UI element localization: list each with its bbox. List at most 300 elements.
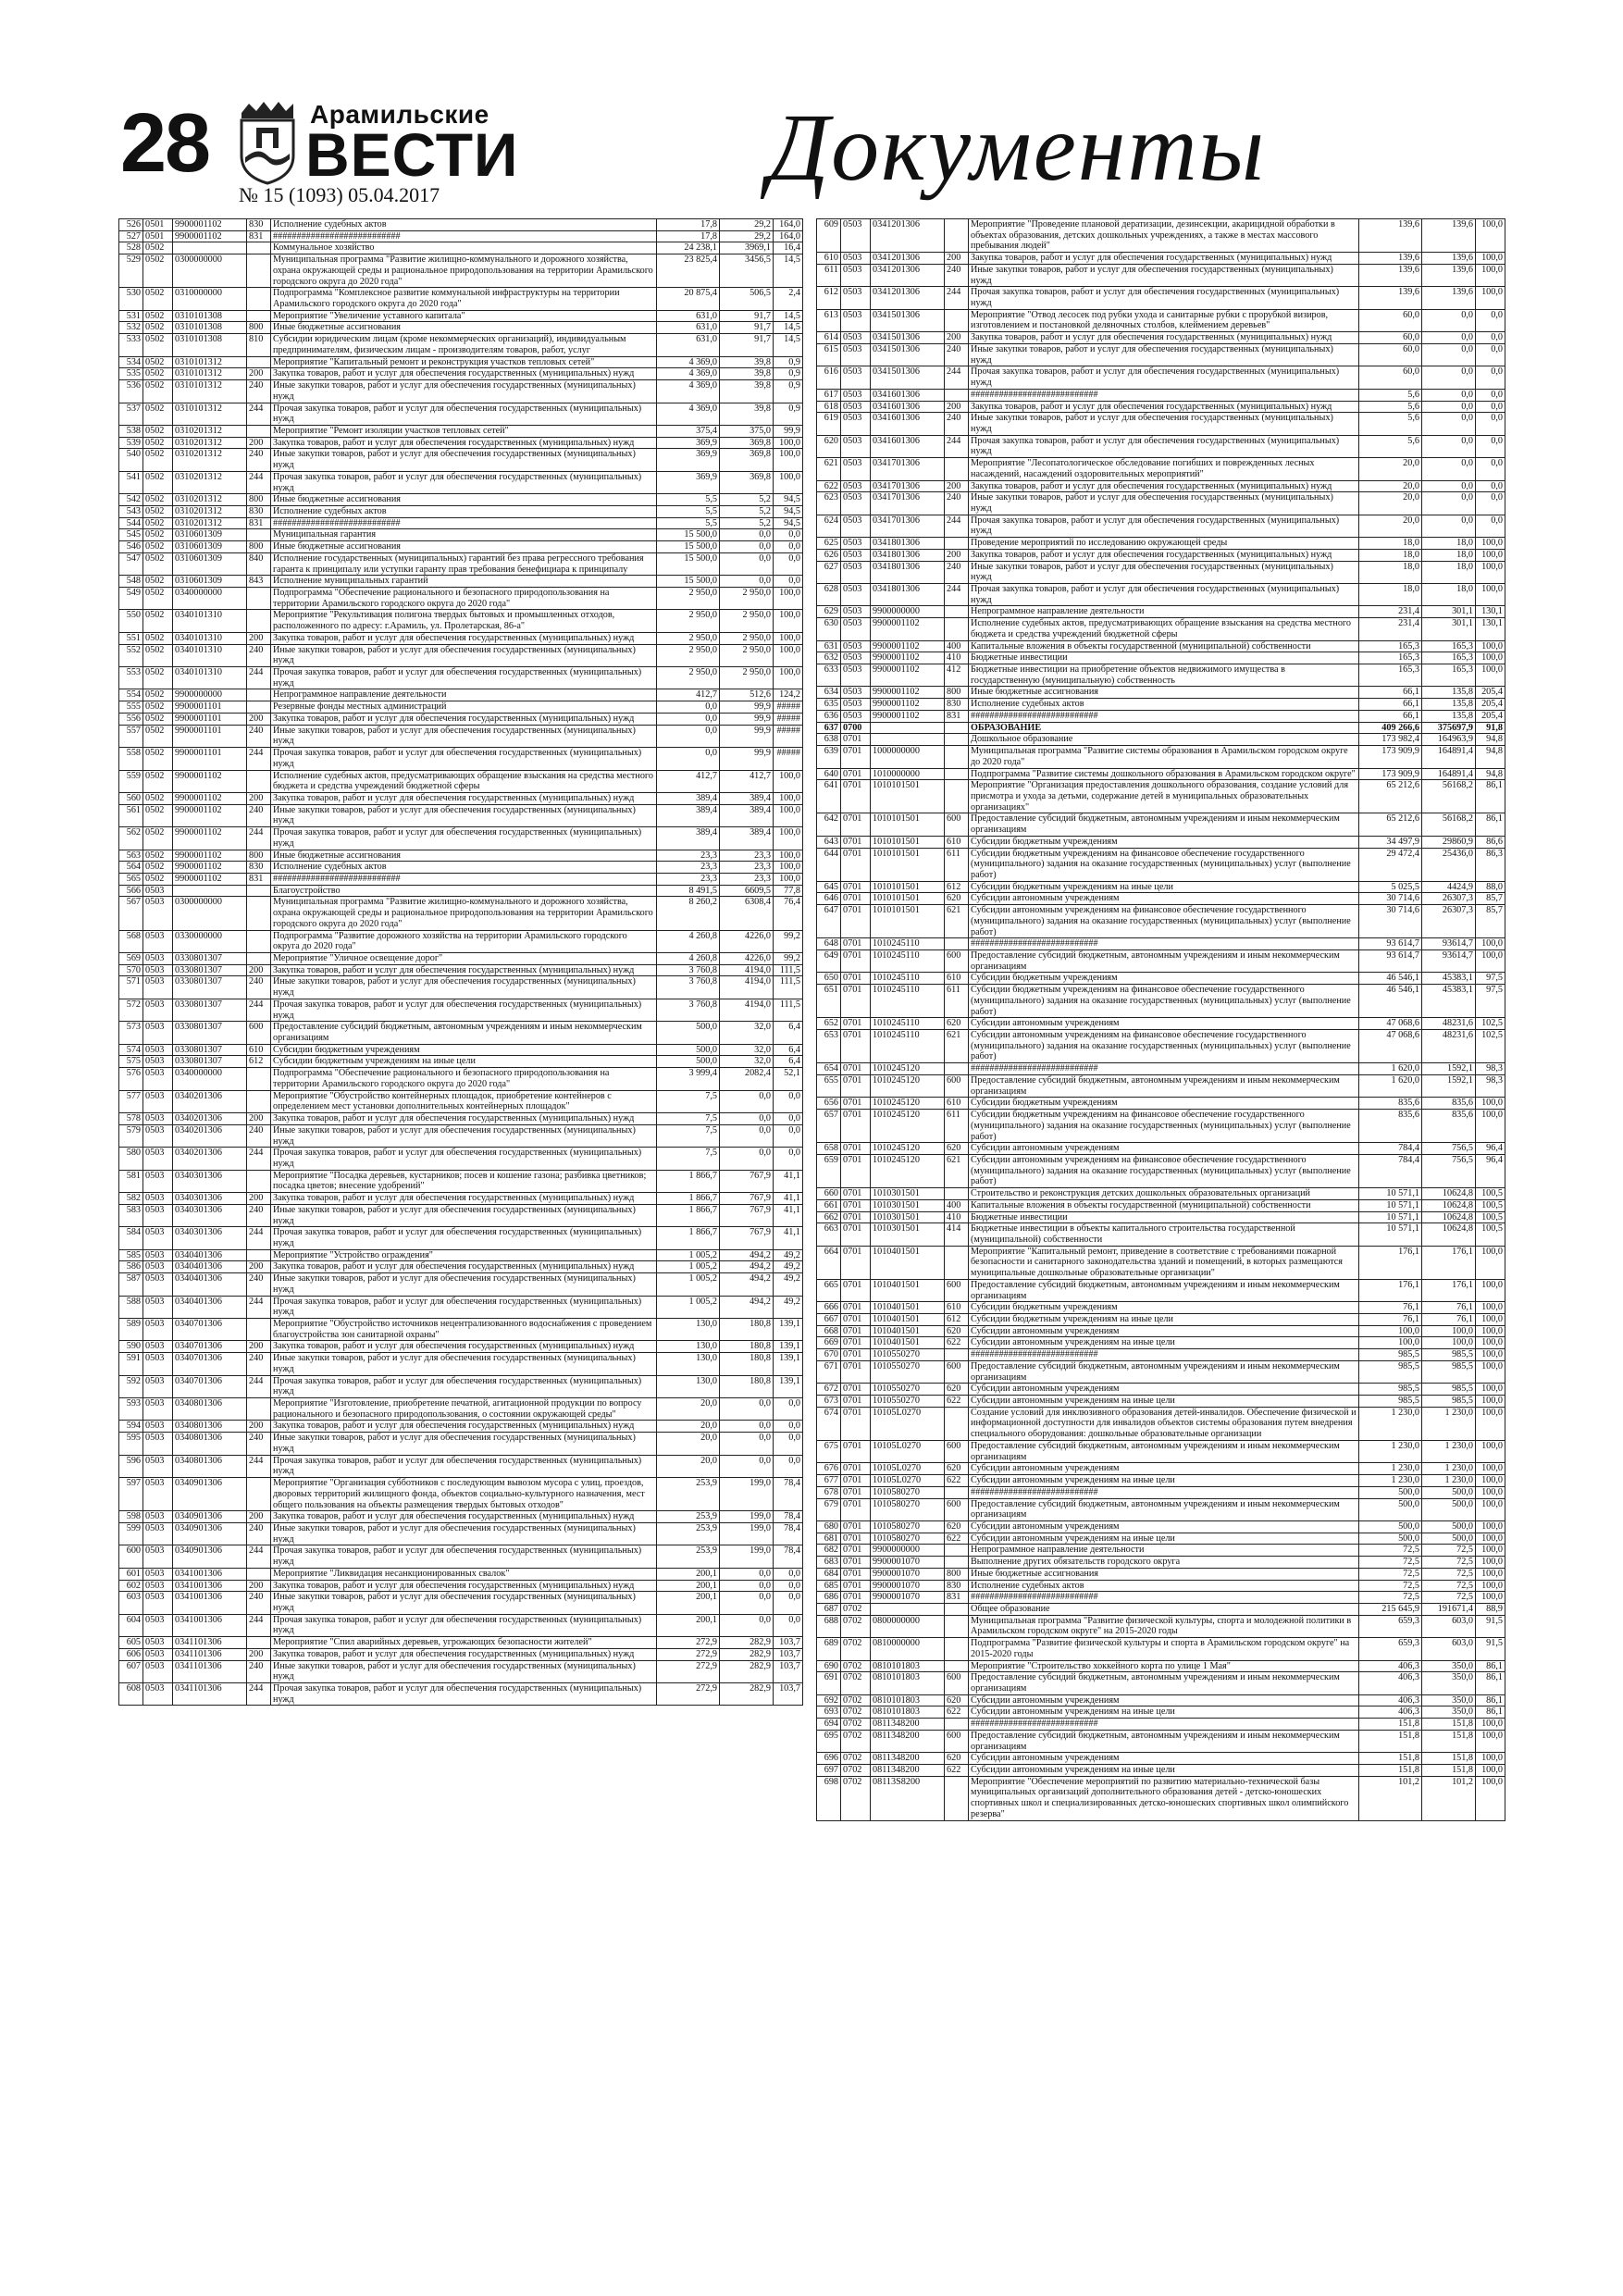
- target-article-code: 0340101310: [173, 632, 247, 644]
- target-article-code: 1010580270: [871, 1486, 945, 1498]
- row-number: 650: [817, 973, 841, 985]
- row-number: 599: [119, 1522, 143, 1545]
- execution-percent: 0,0: [774, 1568, 803, 1580]
- executed-amount: 180,8: [720, 1341, 774, 1353]
- execution-percent: 100,0: [774, 827, 803, 850]
- row-number: 632: [817, 652, 841, 664]
- table-row: [817, 664, 1505, 687]
- target-article-code: 9900001070: [871, 1580, 945, 1592]
- expense-description: Предоставление субсидий бюджетным, автономным учреждениям и иным некоммерческим организациям: [969, 950, 1359, 973]
- planned-amount: 72,5: [1359, 1557, 1422, 1569]
- execution-percent: 100,0: [1476, 1520, 1505, 1533]
- section-code: 0502: [143, 873, 173, 885]
- expense-description: Субсидии бюджетным учреждениям на иные цели: [271, 1056, 657, 1068]
- table-row: [817, 389, 1505, 401]
- table-row: [817, 780, 1505, 813]
- execution-percent: 139,1: [774, 1341, 803, 1353]
- planned-amount: 3 760,8: [657, 999, 720, 1021]
- target-article-code: 1010101501: [871, 893, 945, 905]
- row-number: 666: [817, 1302, 841, 1314]
- table-row: [119, 505, 803, 517]
- row-number: 630: [817, 618, 841, 640]
- table-row: [817, 1592, 1505, 1604]
- row-number: 685: [817, 1580, 841, 1592]
- expense-type-code: 240: [247, 804, 271, 826]
- section-code: 0702: [841, 1776, 871, 1820]
- executed-amount: 282,9: [720, 1683, 774, 1706]
- executed-amount: 350,0: [1422, 1660, 1476, 1672]
- section-code: 0502: [143, 725, 173, 747]
- budget-table-left-body: [119, 219, 803, 1706]
- expense-type-code: 240: [247, 1273, 271, 1296]
- expense-description: Субсидии автономным учреждениям на финансовое обеспечение государственного (муниципального) задания на оказание государственных (муниципальных) услуг (выполнение работ): [969, 1154, 1359, 1187]
- table-row: [817, 734, 1505, 746]
- executed-amount: 39,8: [720, 368, 774, 380]
- expense-type-code: 620: [945, 1753, 969, 1765]
- execution-percent: 100,0: [774, 804, 803, 826]
- row-number: 660: [817, 1188, 841, 1200]
- section-code: 0503: [841, 652, 871, 664]
- execution-percent: 14,5: [774, 254, 803, 288]
- table-row: [817, 1694, 1505, 1706]
- row-number: 528: [119, 242, 143, 254]
- section-code: 0503: [143, 1455, 173, 1477]
- row-number: 634: [817, 687, 841, 699]
- target-article-code: 9900001102: [173, 792, 247, 804]
- executed-amount: 32,0: [720, 1044, 774, 1056]
- table-row: [817, 1580, 1505, 1592]
- planned-amount: 1 230,0: [1359, 1440, 1422, 1462]
- executed-amount: 6609,5: [720, 885, 774, 897]
- section-code: 0501: [143, 219, 173, 231]
- table-row: [817, 985, 1505, 1018]
- expense-description: Прочая закупка товаров, работ и услуг для обеспечения государственных (муниципальных) нужд: [271, 471, 657, 493]
- target-article-code: 0310101308: [173, 322, 247, 334]
- table-row: [817, 1063, 1505, 1075]
- target-article-code: 0310201312: [173, 437, 247, 449]
- section-code: 0701: [841, 1486, 871, 1498]
- table-row: [817, 699, 1505, 711]
- expense-description: ОБРАЗОВАНИЕ: [969, 722, 1359, 734]
- expense-description: Субсидии бюджетным учреждениям на финансовое обеспечение государственного (муниципального) задания на оказание государственных (муниципальных) услуг (выполнение работ): [969, 1110, 1359, 1143]
- planned-amount: 60,0: [1359, 332, 1422, 344]
- executed-amount: 32,0: [720, 1056, 774, 1068]
- expense-type-code: 240: [247, 1660, 271, 1682]
- section-code: 0503: [841, 664, 871, 687]
- expense-description: Прочая закупка товаров, работ и услуг для обеспечения государственных (муниципальных) нужд: [271, 748, 657, 770]
- execution-percent: 100,0: [1476, 1396, 1505, 1408]
- table-row: [817, 950, 1505, 973]
- section-code: 0702: [841, 1765, 871, 1777]
- expense-type-code: [945, 458, 969, 480]
- planned-amount: 5,6: [1359, 401, 1422, 413]
- executed-amount: 756,5: [1422, 1154, 1476, 1187]
- expense-description: Мероприятие "Изготовление, приобретение печатной, агитационной продукции по вопросу рационального и безопасного природопользования, о состоянии окружающей среды": [271, 1398, 657, 1421]
- executed-amount: 767,9: [720, 1204, 774, 1226]
- expense-description: Мероприятие "Устройство ограждения": [271, 1249, 657, 1261]
- section-code: 0701: [841, 893, 871, 905]
- row-number: 608: [119, 1683, 143, 1706]
- target-article-code: 0810101803: [871, 1706, 945, 1719]
- execution-percent: 102,5: [1476, 1018, 1505, 1030]
- expense-type-code: 410: [945, 1211, 969, 1223]
- table-row: [119, 1592, 803, 1614]
- expense-description: Прочая закупка товаров, работ и услуг для обеспечения государственных (муниципальных) нужд: [271, 1683, 657, 1706]
- planned-amount: 389,4: [657, 827, 720, 850]
- execution-percent: 94,8: [1476, 746, 1505, 768]
- expense-type-code: [945, 219, 969, 253]
- table-row: [817, 905, 1505, 938]
- page-number: 28: [120, 97, 210, 190]
- target-article-code: 0810101803: [871, 1672, 945, 1694]
- target-article-code: 0310101308: [173, 310, 247, 322]
- expense-type-code: 621: [945, 1030, 969, 1063]
- table-row: [119, 1433, 803, 1455]
- planned-amount: 65 212,6: [1359, 813, 1422, 836]
- executed-amount: 165,3: [1422, 664, 1476, 687]
- section-code: 0701: [841, 1199, 871, 1211]
- planned-amount: 369,9: [657, 471, 720, 493]
- row-number: 543: [119, 505, 143, 517]
- expense-type-code: [247, 356, 271, 368]
- target-article-code: 0341001306: [173, 1568, 247, 1580]
- row-number: 577: [119, 1090, 143, 1112]
- table-row: [817, 1030, 1505, 1063]
- expense-description: ###########################: [271, 873, 657, 885]
- executed-amount: 164963,9: [1422, 734, 1476, 746]
- table-row: [817, 332, 1505, 344]
- section-code: 0503: [841, 253, 871, 265]
- executed-amount: 29,2: [720, 230, 774, 242]
- planned-amount: 1 866,7: [657, 1193, 720, 1205]
- table-row: [817, 1360, 1505, 1383]
- target-article-code: 0341201306: [871, 219, 945, 253]
- section-code: 0701: [841, 905, 871, 938]
- target-article-code: 1010245120: [871, 1154, 945, 1187]
- target-article-code: 0340801306: [173, 1433, 247, 1455]
- table-row: [119, 953, 803, 965]
- expense-type-code: 244: [247, 1614, 271, 1636]
- table-row: [119, 1545, 803, 1568]
- expense-description: Субсидии бюджетным учреждениям на иные цели: [969, 1314, 1359, 1326]
- executed-amount: 199,0: [720, 1478, 774, 1511]
- executed-amount: 1 230,0: [1422, 1463, 1476, 1475]
- section-code: 0503: [143, 999, 173, 1021]
- row-number: 609: [817, 219, 841, 253]
- executed-amount: 10624,8: [1422, 1199, 1476, 1211]
- section-code: 0701: [841, 1568, 871, 1580]
- expense-description: Субсидии автономным учреждениям: [969, 893, 1359, 905]
- executed-amount: 301,1: [1422, 606, 1476, 618]
- target-article-code: 9900001102: [871, 618, 945, 640]
- row-number: 661: [817, 1199, 841, 1211]
- execution-percent: 100,0: [1476, 1557, 1505, 1569]
- section-code: 0702: [841, 1660, 871, 1672]
- section-code: 0503: [841, 309, 871, 331]
- section-code: 0502: [143, 804, 173, 826]
- planned-amount: 631,0: [657, 322, 720, 334]
- row-number: 592: [119, 1375, 143, 1397]
- table-row: [119, 517, 803, 529]
- expense-type-code: 410: [945, 652, 969, 664]
- target-article-code: 0340901306: [173, 1522, 247, 1545]
- section-code: 0503: [841, 606, 871, 618]
- executed-amount: 4194,0: [720, 964, 774, 976]
- planned-amount: 253,9: [657, 1522, 720, 1545]
- expense-type-code: [945, 746, 969, 768]
- section-code: 0701: [841, 1143, 871, 1155]
- target-article-code: 0310601309: [173, 529, 247, 541]
- row-number: 678: [817, 1486, 841, 1498]
- planned-amount: 20,0: [657, 1421, 720, 1433]
- target-article-code: 9900001102: [871, 699, 945, 711]
- execution-percent: 0,0: [1476, 492, 1505, 515]
- executed-amount: 23,3: [720, 873, 774, 885]
- planned-amount: 72,5: [1359, 1592, 1422, 1604]
- target-article-code: 9900000000: [173, 689, 247, 701]
- row-number: 644: [817, 848, 841, 881]
- section-code: 0503: [841, 264, 871, 286]
- section-code: 0702: [841, 1672, 871, 1694]
- table-row: [119, 1204, 803, 1226]
- row-number: 645: [817, 881, 841, 893]
- expense-type-code: 240: [247, 1433, 271, 1455]
- table-row: [817, 253, 1505, 265]
- row-number: 648: [817, 938, 841, 950]
- table-row: [119, 1341, 803, 1353]
- section-code: 0702: [841, 1638, 871, 1660]
- table-row: [817, 1486, 1505, 1498]
- planned-amount: 173 909,9: [1359, 746, 1422, 768]
- row-number: 652: [817, 1018, 841, 1030]
- planned-amount: 23,3: [657, 862, 720, 874]
- execution-percent: 100,0: [1476, 1440, 1505, 1462]
- expense-type-code: [247, 1170, 271, 1192]
- section-code: 0503: [143, 1148, 173, 1170]
- expense-description: Иные закупки товаров, работ и услуг для обеспечения государственных (муниципальных) нужд: [271, 1353, 657, 1375]
- target-article-code: 0310201312: [173, 494, 247, 506]
- execution-percent: 0,0: [774, 529, 803, 541]
- expense-type-code: 244: [945, 435, 969, 457]
- section-code: 0503: [841, 549, 871, 561]
- execution-percent: 16,4: [774, 242, 803, 254]
- execution-percent: 0,0: [774, 1421, 803, 1433]
- executed-amount: 100,0: [1422, 1337, 1476, 1349]
- target-article-code: 0341601306: [871, 413, 945, 435]
- executed-amount: 369,8: [720, 437, 774, 449]
- section-code: 0503: [143, 1261, 173, 1273]
- planned-amount: 1 866,7: [657, 1170, 720, 1192]
- expense-type-code: [247, 288, 271, 310]
- expense-description: Иные закупки товаров, работ и услуг для обеспечения государственных (муниципальных) нужд: [271, 1592, 657, 1614]
- section-code: 0701: [841, 1223, 871, 1246]
- expense-type-code: [945, 722, 969, 734]
- planned-amount: 1 005,2: [657, 1273, 720, 1296]
- section-code: 0701: [841, 1337, 871, 1349]
- section-code: 0701: [841, 1384, 871, 1396]
- executed-amount: 350,0: [1422, 1706, 1476, 1719]
- executed-amount: 835,6: [1422, 1110, 1476, 1143]
- execution-percent: 6,4: [774, 1044, 803, 1056]
- expense-type-code: [945, 1776, 969, 1820]
- expense-description: Предоставление субсидий бюджетным, автономным учреждениям и иным некоммерческим организациям: [969, 1074, 1359, 1097]
- table-row: [119, 667, 803, 689]
- row-number: 680: [817, 1520, 841, 1533]
- execution-percent: 100,5: [1476, 1199, 1505, 1211]
- row-number: 583: [119, 1204, 143, 1226]
- expense-type-code: 200: [945, 332, 969, 344]
- execution-percent: 100,0: [1476, 938, 1505, 950]
- expense-description: Выполнение других обязательств городского округа: [969, 1557, 1359, 1569]
- table-row: [119, 219, 803, 231]
- expense-type-code: 621: [945, 1154, 969, 1187]
- execution-percent: 205,4: [1476, 699, 1505, 711]
- section-code: 0502: [143, 288, 173, 310]
- executed-amount: 756,5: [1422, 1143, 1476, 1155]
- expense-description: Мероприятие "Ликвидация несанкционированных свалок": [271, 1568, 657, 1580]
- executed-amount: 91,7: [720, 322, 774, 334]
- expense-description: Муниципальная гарантия: [271, 529, 657, 541]
- execution-percent: 91,5: [1476, 1638, 1505, 1660]
- row-number: 589: [119, 1319, 143, 1341]
- row-number: 662: [817, 1211, 841, 1223]
- execution-percent: 100,0: [774, 610, 803, 632]
- expense-type-code: 620: [945, 1694, 969, 1706]
- expense-type-code: [945, 1349, 969, 1361]
- execution-percent: 96,4: [1476, 1143, 1505, 1155]
- execution-percent: 99,2: [774, 953, 803, 965]
- planned-amount: 835,6: [1359, 1098, 1422, 1110]
- expense-type-code: [945, 938, 969, 950]
- expense-type-code: 600: [945, 1074, 969, 1097]
- section-code: 0503: [143, 1353, 173, 1375]
- execution-percent: 0,0: [774, 1455, 803, 1477]
- planned-amount: 130,0: [657, 1353, 720, 1375]
- row-number: 574: [119, 1044, 143, 1056]
- planned-amount: 631,0: [657, 310, 720, 322]
- section-code: 0503: [143, 1090, 173, 1112]
- table-row: [817, 1533, 1505, 1545]
- table-row: [119, 1683, 803, 1706]
- row-number: 629: [817, 606, 841, 618]
- executed-amount: 4226,0: [720, 953, 774, 965]
- expense-type-code: [247, 610, 271, 632]
- expense-description: Бюджетные инвестиции: [969, 652, 1359, 664]
- executed-amount: 500,0: [1422, 1520, 1476, 1533]
- execution-percent: 100,0: [1476, 1580, 1505, 1592]
- target-article-code: 0340701306: [173, 1375, 247, 1397]
- expense-type-code: 200: [247, 1113, 271, 1125]
- planned-amount: 253,9: [657, 1478, 720, 1511]
- expense-description: Иные бюджетные ассигнования: [969, 687, 1359, 699]
- table-row: [817, 1765, 1505, 1777]
- planned-amount: 100,0: [1359, 1337, 1422, 1349]
- expense-type-code: 622: [945, 1765, 969, 1777]
- expense-type-code: 620: [945, 1384, 969, 1396]
- section-code: 0702: [841, 1719, 871, 1731]
- section-code: 0502: [143, 850, 173, 862]
- target-article-code: 0800000000: [871, 1615, 945, 1637]
- section-code: 0501: [143, 230, 173, 242]
- section-code: 0503: [143, 1660, 173, 1682]
- row-number: 689: [817, 1638, 841, 1660]
- expense-type-code: 610: [945, 1098, 969, 1110]
- expense-description: Муниципальная программа "Развитие жилищно-коммунального и дорожного хозяйства, охрана окружающей среды и рациональное природопользования на территории Арамильского городского округа до 2020 года": [271, 254, 657, 288]
- execution-percent: 2,4: [774, 288, 803, 310]
- planned-amount: 2 950,0: [657, 667, 720, 689]
- table-row: [817, 584, 1505, 606]
- section-code: 0701: [841, 1211, 871, 1223]
- row-number: 570: [119, 964, 143, 976]
- row-number: 631: [817, 640, 841, 652]
- expense-description: Субсидии автономным учреждениям на иные цели: [969, 1706, 1359, 1719]
- planned-amount: 23 825,4: [657, 254, 720, 288]
- target-article-code: 1010401501: [871, 1279, 945, 1301]
- expense-type-code: 200: [247, 1193, 271, 1205]
- executed-amount: 500,0: [1422, 1498, 1476, 1520]
- row-number: 671: [817, 1360, 841, 1383]
- planned-amount: 8 260,2: [657, 897, 720, 930]
- expense-type-code: [247, 1249, 271, 1261]
- expense-description: Прочая закупка товаров, работ и услуг для обеспечения государственных (муниципальных) нужд: [969, 515, 1359, 537]
- table-row: [119, 1124, 803, 1147]
- executed-amount: 506,5: [720, 288, 774, 310]
- executed-amount: 32,0: [720, 1022, 774, 1044]
- table-row: [119, 437, 803, 449]
- expense-description: Субсидии бюджетным учреждениям: [969, 836, 1359, 848]
- expense-description: ###########################: [969, 389, 1359, 401]
- expense-description: Закупка товаров, работ и услуг для обеспечения государственных (муниципальных) нужд: [271, 1421, 657, 1433]
- executed-amount: 29,2: [720, 219, 774, 231]
- section-code: 0503: [143, 885, 173, 897]
- expense-description: Закупка товаров, работ и услуг для обеспечения государственных (муниципальных) нужд: [271, 437, 657, 449]
- expense-type-code: 200: [247, 1261, 271, 1273]
- section-code: 0502: [143, 529, 173, 541]
- row-number: 576: [119, 1068, 143, 1090]
- row-number: 643: [817, 836, 841, 848]
- city-coat-of-arms-icon: [236, 100, 299, 185]
- table-row: [119, 1148, 803, 1170]
- row-number: 620: [817, 435, 841, 457]
- table-row: [119, 804, 803, 826]
- execution-percent: 100,0: [1476, 1314, 1505, 1326]
- target-article-code: 9900000000: [871, 1545, 945, 1557]
- expense-type-code: 200: [945, 480, 969, 492]
- section-code: 0700: [841, 722, 871, 734]
- execution-percent: 111,5: [774, 964, 803, 976]
- planned-amount: 17,8: [657, 230, 720, 242]
- expense-description: Общее образование: [969, 1603, 1359, 1615]
- planned-amount: 66,1: [1359, 710, 1422, 722]
- execution-percent: 78,4: [774, 1478, 803, 1511]
- row-number: 569: [119, 953, 143, 965]
- target-article-code: 0341001306: [173, 1614, 247, 1636]
- row-number: 676: [817, 1463, 841, 1475]
- section-code: 0702: [841, 1753, 871, 1765]
- planned-amount: 139,6: [1359, 264, 1422, 286]
- execution-percent: 100,0: [1476, 950, 1505, 973]
- executed-amount: 76,1: [1422, 1314, 1476, 1326]
- expense-description: Прочая закупка товаров, работ и услуг для обеспечения государственных (муниципальных) нужд: [271, 1375, 657, 1397]
- section-code: 0502: [143, 403, 173, 425]
- execution-percent: 100,0: [1476, 264, 1505, 286]
- target-article-code: 1010245120: [871, 1074, 945, 1097]
- row-number: 601: [119, 1568, 143, 1580]
- execution-percent: 0,0: [774, 541, 803, 553]
- table-row: [817, 1349, 1505, 1361]
- target-article-code: 10105L0270: [871, 1407, 945, 1440]
- expense-description: Мероприятие "Уличное освещение дорог": [271, 953, 657, 965]
